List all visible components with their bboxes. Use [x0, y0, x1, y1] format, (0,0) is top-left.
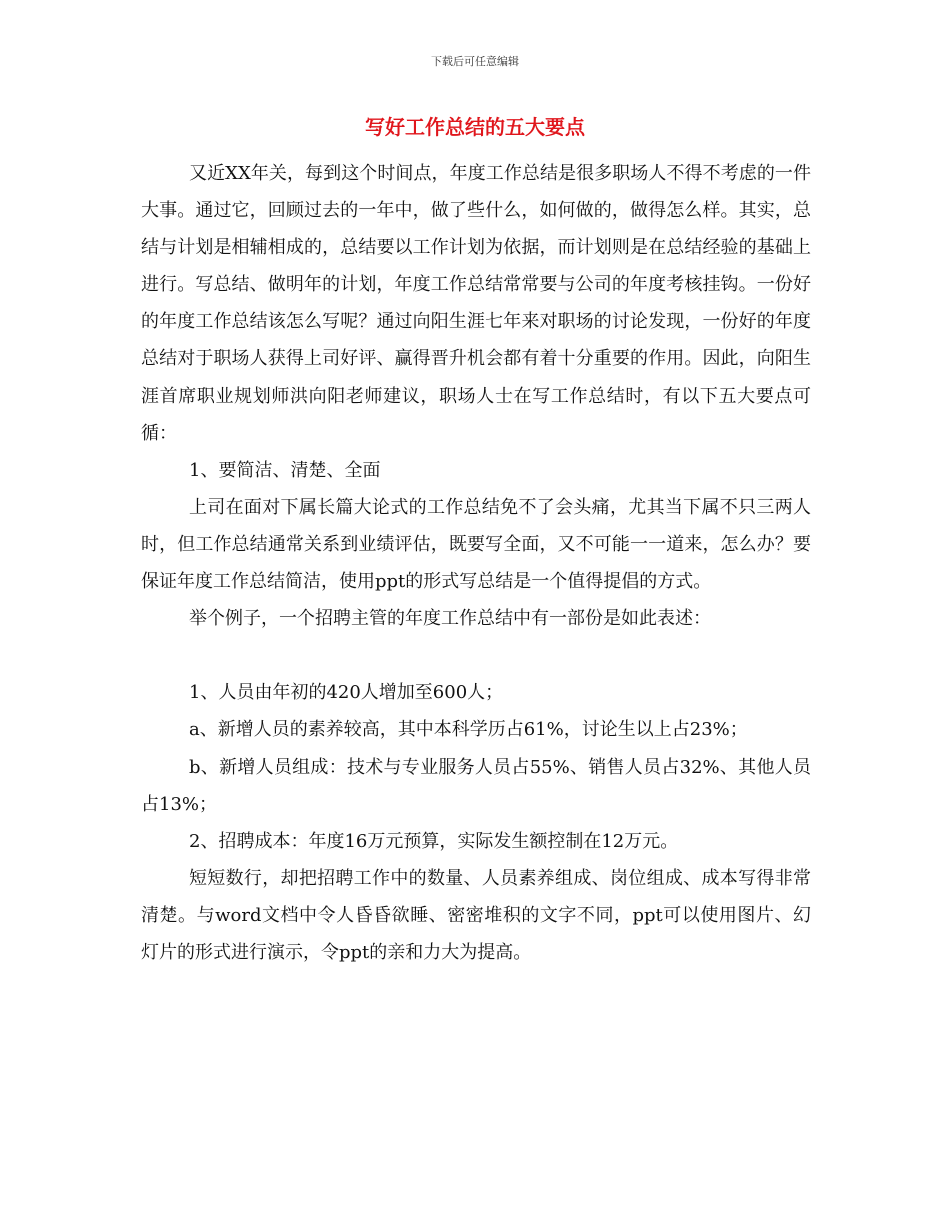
paragraph-conclusion: 短短数行，却把招聘工作中的数量、人员素养组成、岗位组成、成本写得非常清楚。与word文档中令人昏昏欲睡、密密堆积的文字不同，ppt可以使用图片、幻灯片的形式进行演示，令ppt的亲和力大为提高。 — [141, 867, 811, 963]
header-note: 下载后可任意编辑 — [431, 55, 519, 68]
paragraph-example-item-2: 2、招聘成本：年度16万元预算，实际发生额控制在12万元。 — [189, 830, 679, 852]
paragraph-example-intro: 举个例子，一个招聘主管的年度工作总结中有一部份是如此表述： — [189, 608, 711, 630]
paragraph-example-item-1: 1、人员由年初的420人增加至600人； — [189, 682, 504, 704]
paragraph-point-1-heading: 1、要简洁、清楚、全面 — [189, 459, 381, 481]
document-body — [141, 155, 811, 971]
paragraph-blank — [141, 637, 811, 674]
document-title: 写好工作总结的五大要点 — [365, 115, 585, 139]
paragraph-point-1-body: 上司在面对下属长篇大论式的工作总结免不了会头痛，尤其当下属不只三两人时，但工作总结通常关系到业绩评估，既要写全面，又不可能一一道来，怎么办？要保证年度工作总结简洁，使用ppt的形式写总结是一个值得提倡的方式。 — [141, 496, 811, 593]
paragraph-intro: 又近XX年关，每到这个时间点，年度工作总结是很多职场人不得不考虑的一件大事。通过它，回顾过去的一年中，做了些什么，如何做的，做得怎么样。其实，总结与计划是相辅相成的，总结要以工作计划为依据，而计划则是在总结经验的基础上进行。写总结、做明年的计划，年度工作总结常常要与公司的年度考核挂钩。一份好的年度工作总结该怎么写呢？通过向阳生涯七年来对职场的讨论发现，一份好的年度总结对于职场人获得上司好评、赢得晋升机会都有着十分重要的作用。因此，向阳生涯首席职业规划师洪向阳老师建议，职场人士在写工作总结时，有以下五大要点可循： — [141, 163, 811, 444]
paragraph-example-item-a: a、新增人员的素养较高，其中本科学历占61%，讨论生以上占23%； — [189, 719, 748, 741]
paragraph-example-item-b: b、新增人员组成：技术与专业服务人员占55%、销售人员占32%、其他人员占13%； — [141, 756, 811, 815]
